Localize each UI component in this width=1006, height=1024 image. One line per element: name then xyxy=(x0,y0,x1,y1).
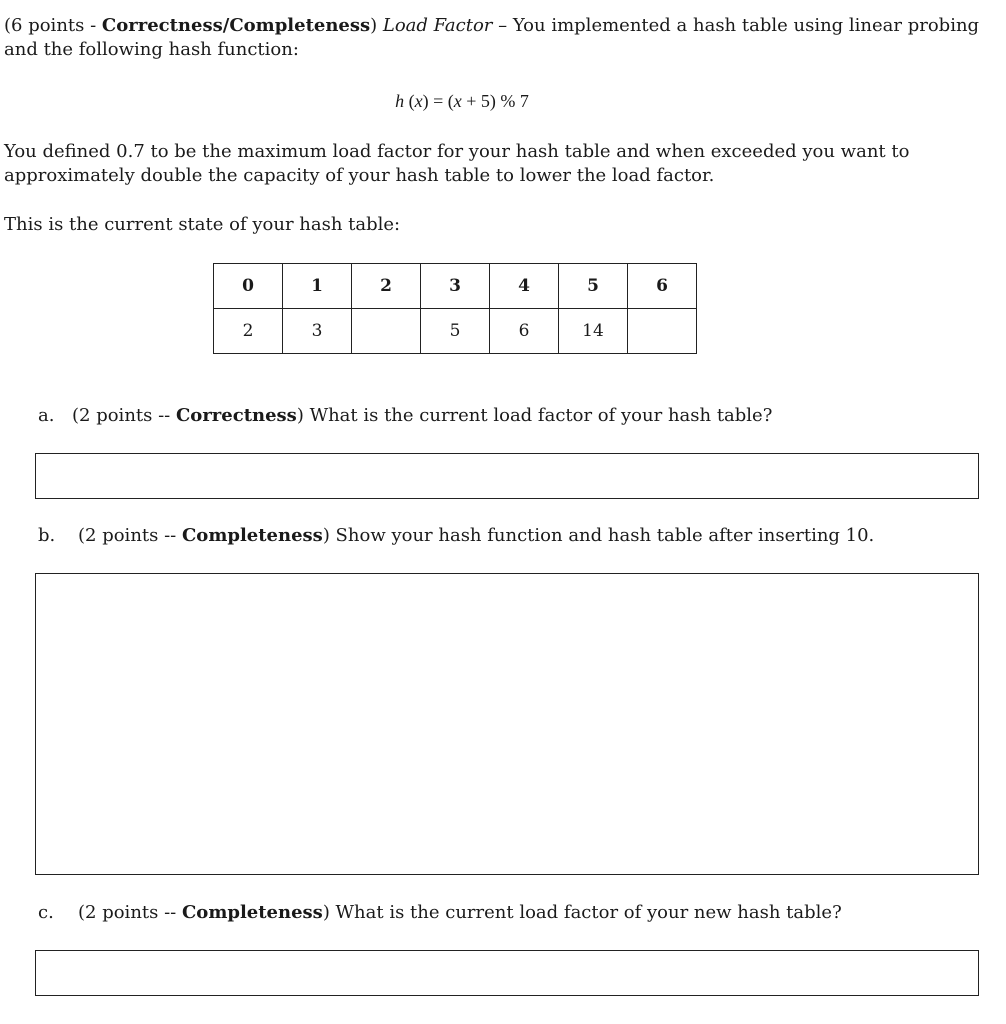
intro-category: Correctness/Completeness xyxy=(101,15,371,36)
hash-table xyxy=(213,263,697,354)
answer-box-b[interactable] xyxy=(35,573,979,875)
question-c-text: ) What is the current load factor of your new hash table? xyxy=(322,902,842,923)
formula-rest: + 5) % 7 xyxy=(461,91,529,111)
question-c xyxy=(38,901,988,925)
question-a-text: ) What is the current load factor of your hash table? xyxy=(296,405,773,426)
formula-args: ( xyxy=(404,91,415,111)
question-c-points: (2 points -- xyxy=(78,902,182,923)
hash-index-cell: 1 xyxy=(283,264,352,309)
intro-paragraph xyxy=(4,14,994,62)
answer-box-a[interactable] xyxy=(35,453,979,499)
hash-index-cell: 2 xyxy=(352,264,421,309)
hash-index-cell: 4 xyxy=(490,264,559,309)
answer-box-c[interactable] xyxy=(35,950,979,996)
hash-value-cell: 14 xyxy=(559,309,628,354)
intro-paren-close: ) xyxy=(370,15,383,36)
hash-value-cell xyxy=(352,309,421,354)
hash-value-cell: 3 xyxy=(283,309,352,354)
question-b xyxy=(38,524,988,548)
intro-points-prefix: (6 points - xyxy=(4,15,102,36)
hash-index-cell: 6 xyxy=(628,264,697,309)
question-c-marker: c. xyxy=(38,902,54,923)
hash-value-cell: 6 xyxy=(490,309,559,354)
question-b-text: ) Show your hash function and hash table after inserting 10. xyxy=(322,525,875,546)
hash-function-formula xyxy=(0,89,924,113)
intro-topic: Load Factor xyxy=(382,15,493,36)
formula-var2: x xyxy=(453,91,462,111)
formula-var: x xyxy=(414,91,423,111)
question-c-category: Completeness xyxy=(181,902,323,923)
hash-index-cell: 5 xyxy=(559,264,628,309)
hash-value-cell xyxy=(628,309,697,354)
formula-mid: ) = ( xyxy=(422,91,454,111)
question-b-points: (2 points -- xyxy=(78,525,182,546)
question-b-category: Completeness xyxy=(181,525,323,546)
hash-table-index-row xyxy=(214,264,697,309)
question-a-marker: a. xyxy=(38,405,55,426)
hash-value-cell: 2 xyxy=(214,309,283,354)
hash-value-cell: 5 xyxy=(421,309,490,354)
hash-index-cell: 3 xyxy=(421,264,490,309)
state-paragraph: This is the current state of your hash table: xyxy=(4,214,401,235)
question-b-marker: b. xyxy=(38,525,56,546)
formula-func: h xyxy=(395,91,405,111)
question-a-points: (2 points -- xyxy=(72,405,176,426)
question-a xyxy=(38,404,988,428)
hash-index-cell: 0 xyxy=(214,264,283,309)
load-factor-paragraph: You defined 0.7 to be the maximum load factor for your hash table and when exceeded you want to approximately double the capacity of your hash table to lower the load factor. xyxy=(4,141,910,186)
question-a-category: Correctness xyxy=(175,405,297,426)
intro-text: – You implemented a hash table using linear probing and the following hash function: xyxy=(4,15,980,60)
hash-table-value-row xyxy=(214,309,697,354)
